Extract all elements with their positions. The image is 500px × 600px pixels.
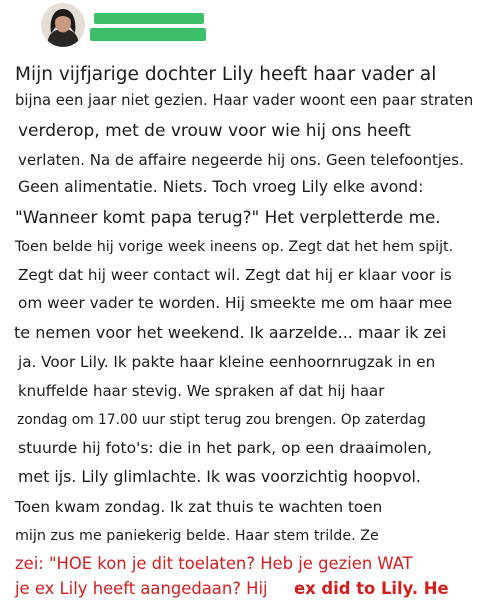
post-text-line: stuurde hij foto's: die in het park, op een draaimolen, [18,439,432,457]
post-text-line: mijn zus me paniekerig belde. Haar stem trilde. Ze [15,528,379,544]
post-text-line: verderop, met de vrouw voor wie hij ons heeft [18,121,411,141]
post-caption-overlay: ex did to Lily. He [294,579,449,598]
post-text-line: Zegt dat hij weer contact wil. Zegt dat hij er klaar voor is [18,266,452,284]
post-text-line: te nemen voor het weekend. Ik aarzelde... maar ik zei [14,323,447,342]
post-text-line: Geen alimentatie. Niets. Toch vroeg Lily elke avond: [18,178,424,196]
post-text-line: ja. Voor Lily. Ik pakte haar kleine eenhoornrugzak in en [18,353,436,371]
post-text-line: Mijn vijfjarige dochter Lily heeft haar vader al [15,64,437,85]
post-caption-line: je ex Lily heeft aangedaan? Hij [15,579,268,598]
post-text-line: Toen belde hij vorige week ineens op. Zegt dat het hem spijt. [15,239,454,255]
post-text-line: verlaten. Na de affaire negeerde hij ons. Geen telefoontjes. [18,151,464,169]
post-text-line: Toen kwam zondag. Ik zat thuis te wachten toen [15,498,383,516]
post-text-line: bijna een jaar niet gezien. Haar vader woont een paar straten [15,92,474,109]
post-text-line: om weer vader te worden. Hij smeekte me om haar mee [18,294,453,312]
post-text-line: met ijs. Lily glimlachte. Ik was voorzichtig hoopvol. [18,467,421,486]
post-text-line: knuffelde haar stevig. We spraken af dat hij haar [18,382,385,400]
post-caption-line: zei: "HOE kon je dit toelaten? Heb je gezien WAT [15,554,413,573]
post-text-line: zondag om 17.00 uur stipt terug zou brengen. Op zaterdag [17,412,426,428]
post-text-line: "Wanneer komt papa terug?" Het verpletterde me. [15,207,441,227]
